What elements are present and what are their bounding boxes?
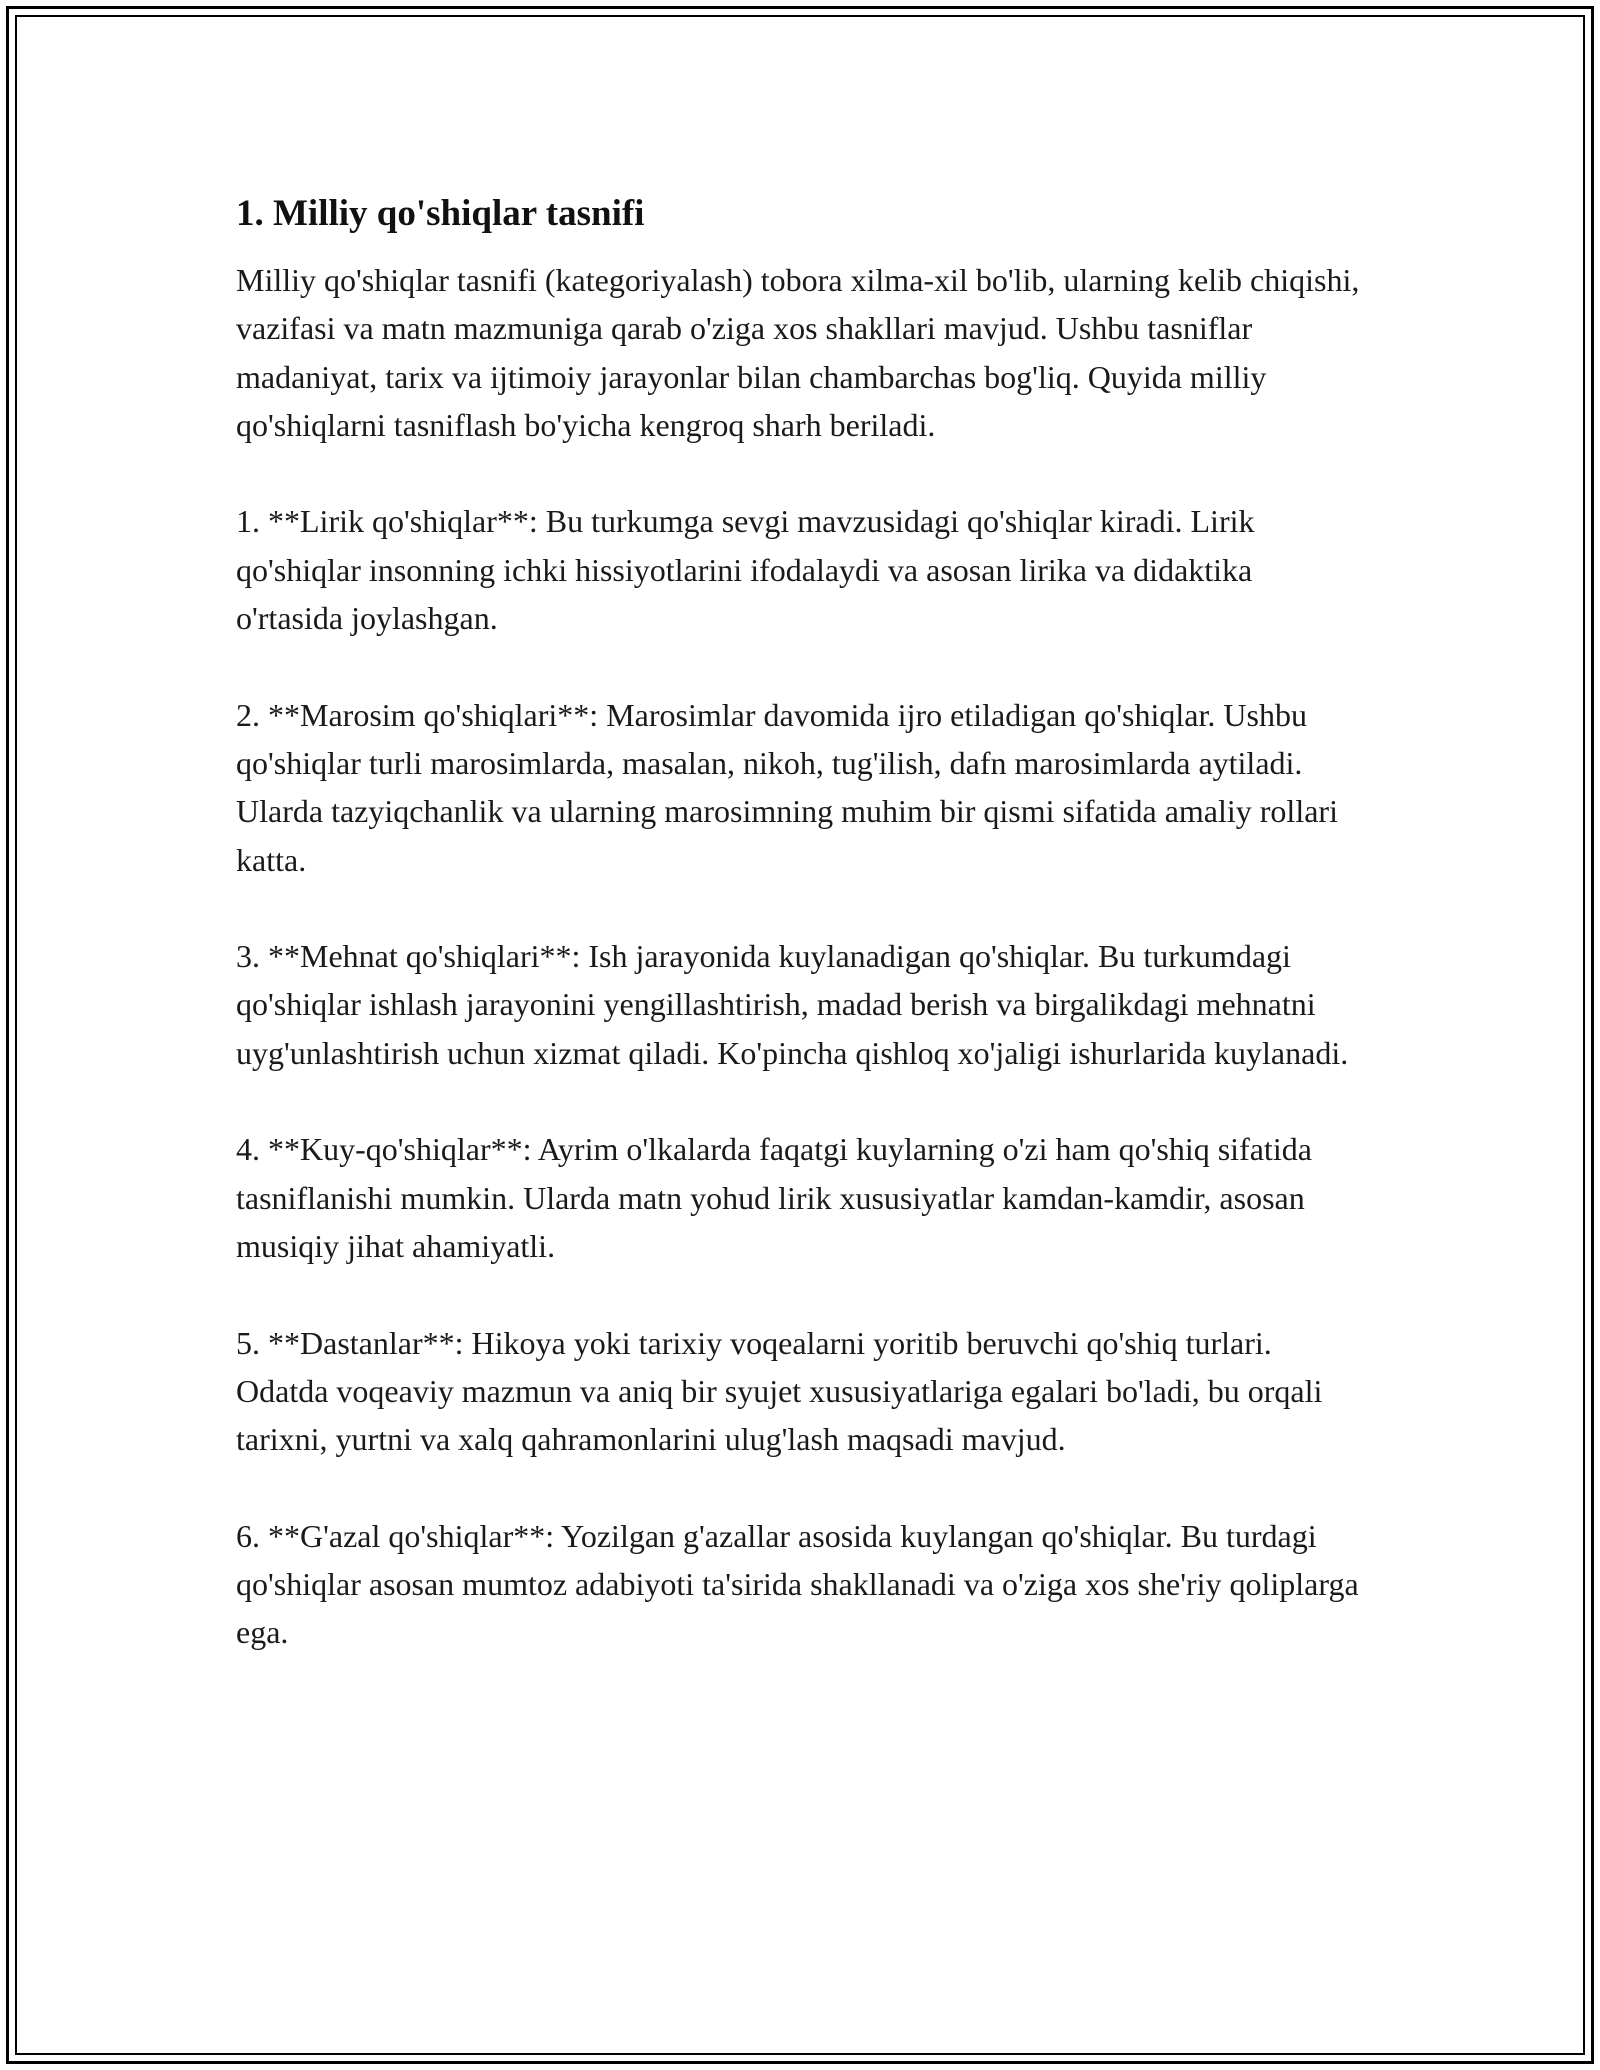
- list-item-kuy: 4. **Kuy-qo'shiqlar**: Ayrim o'lkalarda faqatgi kuylarning o'zi ham qo'shiq sifatida tasniflanishi mumkin. Ularda matn yohud lirik xususiyatlar kamdan-kamdir, asosan musiqiy jihat ahamiyatli.: [236, 1131, 1312, 1264]
- list-item-marosim: 2. **Marosim qo'shiqlari**: Marosimlar davomida ijro etiladigan qo'shiqlar. Ushbu qo'shiqlar turli marosimlarda, masalan, nikoh, tug'ilish, dafn marosimlarda aytiladi. Ularda tazyiqchanlik va ularning marosimning muhim bir qismi sifatida amaliy rollari katta.: [236, 696, 1338, 878]
- list-item-dastanlar: 5. **Dastanlar**: Hikoya yoki tarixiy voqealarni yoritib beruvchi qo'shiq turlari. Odatda voqeaviy mazmun va aniq bir syujet xususiyatlariga egalari bo'ladi, bu orqali tarixni, yurtni va xalq qahramonlarini ulug'lash maqsadi mavjud.: [236, 1324, 1323, 1458]
- list-item-gazal: 6. **G'azal qo'shiqlar**: Yozilgan g'azallar asosida kuylangan qo'shiqlar. Bu turdagi qo'shiqlar asosan mumtoz adabiyoti ta'sirida shakllanadi va o'ziga xos she'riy qoliplarga ega.: [236, 1517, 1359, 1651]
- document-body: [236, 188, 1366, 1705]
- list-item-lirik: 1. **Lirik qo'shiqlar**: Bu turkumga sevgi mavzusidagi qo'shiqlar kiradi. Lirik qo'shiqlar insonning ichki hissiyotlarini ifodalaydi va asosan lirika va didaktika o'rtasida joylashgan.: [236, 503, 1255, 637]
- intro-paragraph: Milliy qo'shiqlar tasnifi (kategoriyalash) tobora xilma-xil bo'lib, ularning kelib chiqishi, vazifasi va matn mazmuniga qarab o'ziga xos shakllari mavjud. Ushbu tasniflar madaniyat, tarix va ijtimoiy jarayonlar bilan chambarchas bog'liq. Quyida milliy qo'shiqlarni tasniflash bo'yicha kengroq sharh beriladi.: [236, 262, 1360, 443]
- section-heading: 1. Milliy qo'shiqlar tasnifi: [236, 193, 645, 234]
- list-item-mehnat: 3. **Mehnat qo'shiqlari**: Ish jarayonida kuylanadigan qo'shiqlar. Bu turkumdagi qo'shiqlar ishlash jarayonini yengillashtirish, madad berish va birgalikdagi mehnatni uyg'unlashtirish uchun xizmat qiladi. Ko'pincha qishloq xo'jaligi ishurlarida kuylanadi.: [236, 938, 1349, 1071]
